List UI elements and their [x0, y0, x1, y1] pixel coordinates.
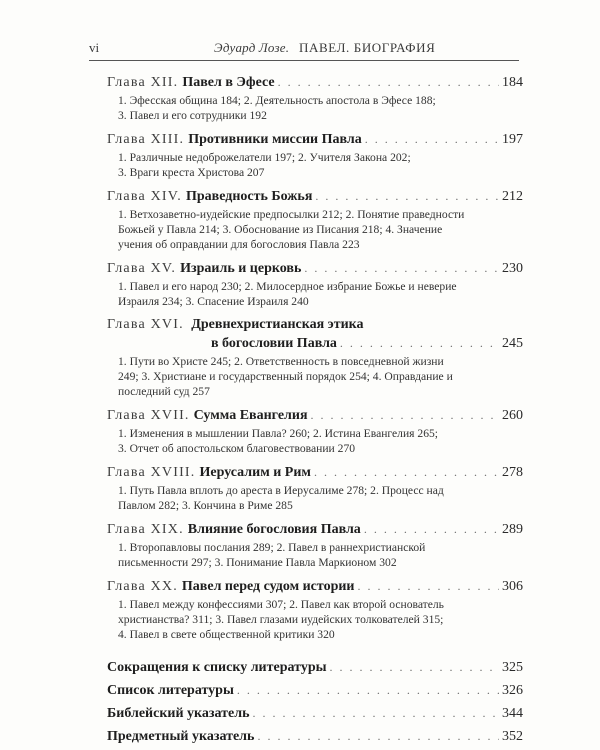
- chapter-title: Иерусалим и Рим: [199, 465, 311, 480]
- sections-line: 1. Эфесская община 184; 2. Деятельность апостола в Эфесе 188;: [118, 94, 436, 107]
- toc-line: [107, 316, 523, 334]
- chapter-title-continued: в богословии Павла: [211, 336, 337, 351]
- back-matter-page: 326: [502, 683, 523, 698]
- table-of-contents: [107, 73, 523, 750]
- back-matter-page: 352: [502, 729, 523, 744]
- toc-entry-scripture-index[interactable]: [107, 704, 523, 723]
- back-matter-title: Сокращения к списку литературы: [107, 660, 327, 675]
- toc-line: [107, 577, 523, 596]
- chapter-page: 184: [502, 75, 523, 90]
- dot-leader: [278, 73, 499, 91]
- chapter-page: 212: [502, 189, 523, 204]
- toc-entry-subject-index[interactable]: [107, 727, 523, 746]
- toc-entry-chapter-20[interactable]: [107, 577, 523, 642]
- chapter-title: Израиль и церковь: [180, 261, 302, 276]
- dot-leader: [311, 406, 499, 424]
- toc-entry-chapter-14[interactable]: [107, 187, 523, 252]
- chapter-sections: [118, 93, 523, 123]
- back-matter: [107, 658, 523, 746]
- chapter-sections: [118, 540, 523, 570]
- dot-leader: [358, 577, 500, 595]
- chapter-title: Павел в Эфесе: [182, 75, 275, 90]
- toc-entry-chapter-15[interactable]: [107, 259, 523, 309]
- sections-line: 1. Изменения в мышлении Павла? 260; 2. Истина Евангелия 265;: [118, 427, 439, 440]
- running-title: [214, 40, 435, 56]
- sections-line: 3. Павел и его сотрудники 192: [118, 109, 267, 122]
- back-matter-page: 344: [502, 706, 523, 721]
- sections-line: Божьей у Павла 214; 3. Обоснование из Писания 218; 4. Значение: [118, 223, 443, 236]
- chapter-label: Глава XVIII.: [107, 465, 196, 480]
- sections-line: 1. Павел и его народ 230; 2. Милосердное избрание Божье и неверие: [118, 280, 457, 293]
- chapter-page: 260: [502, 408, 523, 423]
- dot-leader: [330, 658, 499, 676]
- sections-line: 1. Путь Павла вплоть до ареста в Иерусалиме 278; 2. Процесс над: [118, 484, 444, 497]
- toc-line: [107, 463, 523, 482]
- chapter-sections: [118, 426, 523, 456]
- toc-line: [107, 130, 523, 149]
- running-head: [89, 40, 519, 60]
- chapter-label: Глава XIX.: [107, 522, 184, 537]
- running-book-title: ПАВЕЛ. БИОГРАФИЯ: [299, 40, 436, 55]
- chapter-page: 289: [502, 522, 523, 537]
- back-matter-title: Список литературы: [107, 683, 234, 698]
- chapter-page: 197: [502, 132, 523, 147]
- back-matter-title: Библейский указатель: [107, 706, 250, 721]
- dot-leader: [314, 463, 499, 481]
- sections-line: 3. Отчет об апостольском благовествовании 270: [118, 442, 356, 455]
- toc-entry-chapter-13[interactable]: [107, 130, 523, 180]
- sections-line: 1. Ветхозаветно-иудейские предпосылки 212; 2. Понятие праведности: [118, 208, 465, 221]
- dot-leader: [365, 130, 499, 148]
- running-author: Эдуард Лозе.: [214, 40, 290, 55]
- toc-entry-chapter-19[interactable]: [107, 520, 523, 570]
- chapter-label: Глава XX.: [107, 579, 178, 594]
- toc-entry-chapter-16[interactable]: [107, 316, 523, 399]
- sections-line: 1. Второпавловы послания 289; 2. Павел в раннехристианской: [118, 541, 426, 554]
- sections-line: учения об оправдании для богословия Павла 223: [118, 238, 360, 251]
- chapter-label: Глава XII.: [107, 75, 179, 90]
- sections-line: 249; 3. Христиане и государственный порядок 254; 4. Оправдание и: [118, 370, 453, 383]
- back-matter-title: Предметный указатель: [107, 729, 255, 744]
- dot-leader: [237, 681, 499, 699]
- sections-line: 1. Павел между конфессиями 307; 2. Павел как второй основатель: [118, 598, 444, 611]
- toc-line: [107, 406, 523, 425]
- chapter-label: Глава XIII.: [107, 132, 185, 147]
- chapter-label: Глава XVI.: [107, 317, 184, 332]
- chapter-title: Павел перед судом истории: [181, 579, 355, 594]
- sections-line: 3. Враги креста Христова 207: [118, 166, 265, 179]
- dot-leader: [340, 334, 499, 352]
- chapter-sections: [118, 150, 523, 180]
- toc-entry-chapter-17[interactable]: [107, 406, 523, 456]
- toc-entry-chapter-12[interactable]: [107, 73, 523, 123]
- chapter-label: Глава XVII.: [107, 408, 190, 423]
- toc-entry-abbreviations[interactable]: [107, 658, 523, 677]
- chapter-sections: [118, 354, 523, 399]
- chapter-title: Влияние богословия Павла: [187, 522, 361, 537]
- sections-line: последний суд 257: [118, 385, 210, 398]
- header-rule: [89, 60, 519, 61]
- toc-line: [107, 520, 523, 539]
- dot-leader: [315, 187, 499, 205]
- chapter-label: Глава XIV.: [107, 189, 182, 204]
- chapter-sections: [118, 597, 523, 642]
- sections-line: Павлом 282; 3. Кончина в Риме 285: [118, 499, 293, 512]
- dot-leader: [257, 727, 499, 745]
- dot-leader: [253, 704, 500, 722]
- toc-line: [107, 187, 523, 206]
- chapter-page: 306: [502, 579, 523, 594]
- chapter-page: 245: [502, 336, 523, 351]
- chapter-page: 278: [502, 465, 523, 480]
- chapter-title: Праведность Божья: [185, 189, 313, 204]
- dot-leader: [364, 520, 499, 538]
- chapter-sections: [118, 207, 523, 252]
- sections-line: христианства? 311; 3. Павел глазами иудейских толкователей 315;: [118, 613, 444, 626]
- dot-leader: [304, 259, 499, 277]
- back-matter-page: 325: [502, 660, 523, 675]
- sections-line: письменности 297; 3. Понимание Павла Маркионом 302: [118, 556, 397, 569]
- toc-entry-chapter-18[interactable]: [107, 463, 523, 513]
- chapter-label: Глава XV.: [107, 261, 177, 276]
- chapter-sections: [118, 483, 523, 513]
- chapter-title: Сумма Евангелия: [193, 408, 308, 423]
- sections-line: 1. Пути во Христе 245; 2. Ответственность в повседневной жизни: [118, 355, 444, 368]
- chapter-title: Противники миссии Павла: [188, 132, 362, 147]
- sections-line: 4. Павел в свете общественной критики 320: [118, 628, 335, 641]
- toc-line: [107, 73, 523, 92]
- chapter-sections: [118, 279, 523, 309]
- chapter-title: Древнехристианская этика: [191, 317, 364, 332]
- toc-line: [107, 259, 523, 278]
- toc-entry-bibliography[interactable]: [107, 681, 523, 700]
- sections-line: Израиля 234; 3. Спасение Израиля 240: [118, 295, 309, 308]
- chapter-page: 230: [502, 261, 523, 276]
- page-number: vi: [89, 40, 100, 55]
- sections-line: 1. Различные недоброжелатели 197; 2. Учителя Закона 202;: [118, 151, 411, 164]
- toc-line-continued: [107, 334, 523, 353]
